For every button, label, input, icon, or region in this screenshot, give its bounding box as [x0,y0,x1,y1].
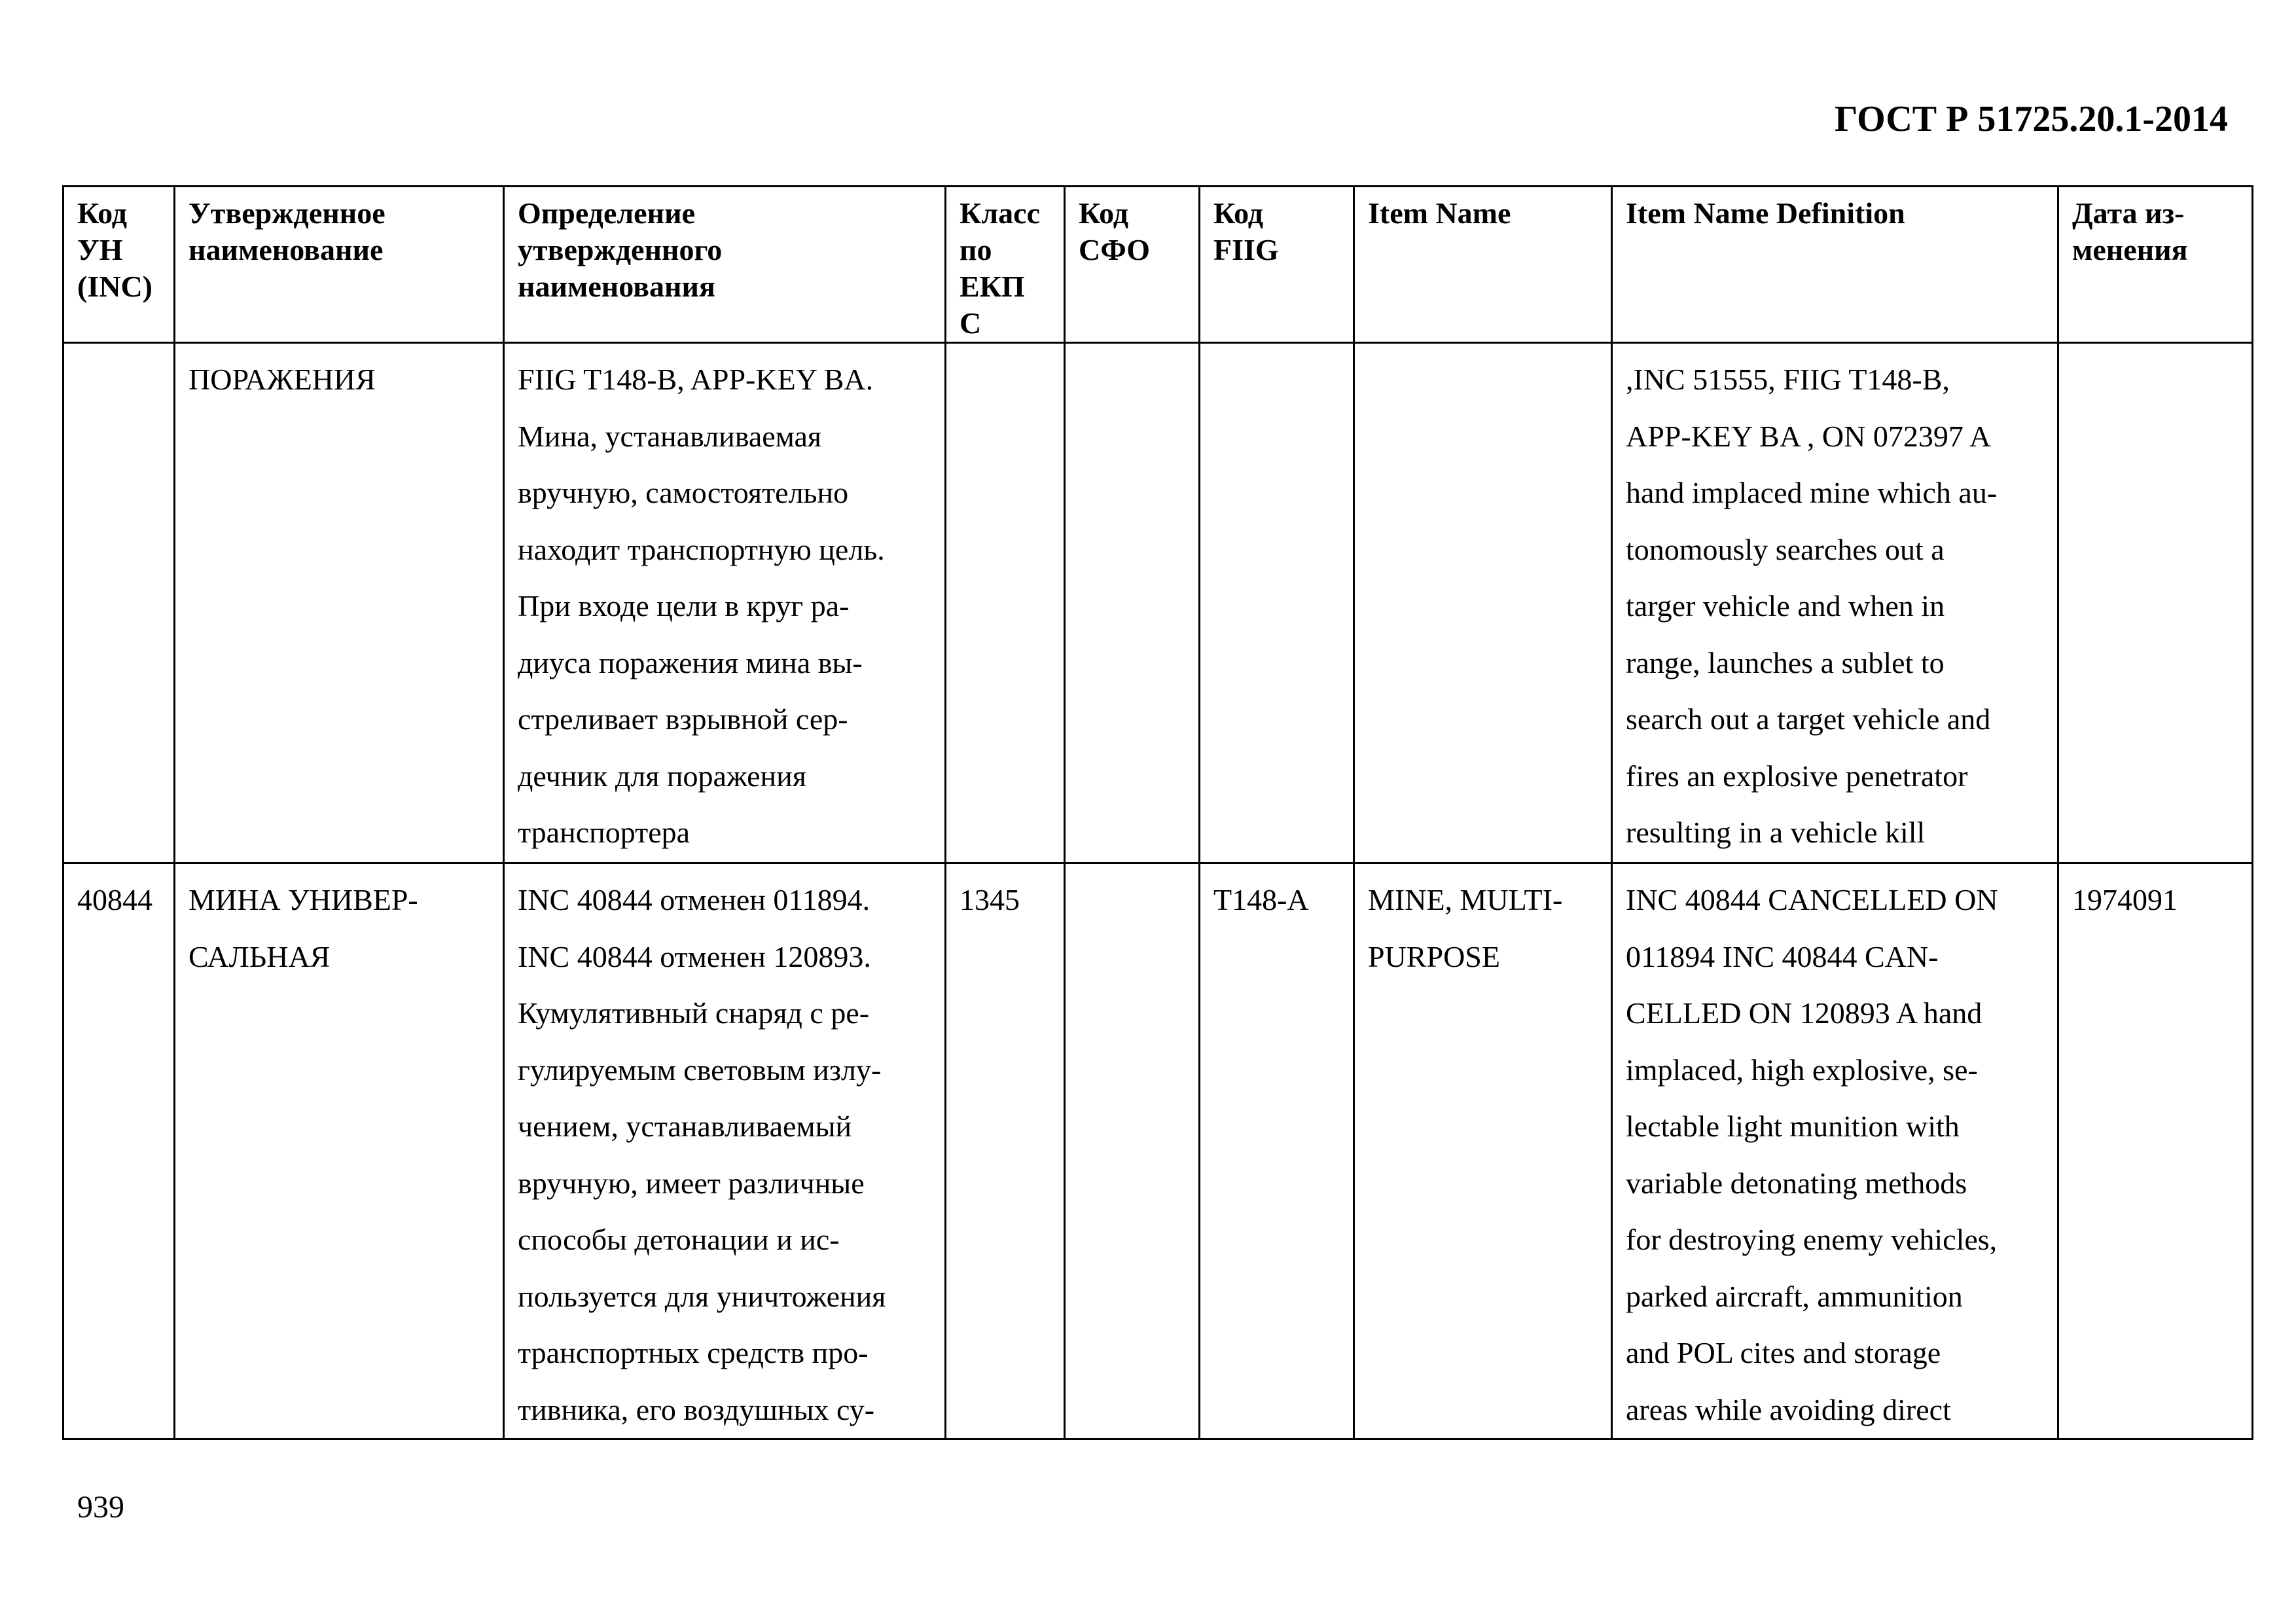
cell-item-name-definition: INC 40844 CANCELLED ON 011894 INC 40844 CAN- CELLED ON 120893 A hand implaced, high explosive, se- lectable light munition with variable detonating methods for destroying enemy vehicles, parked aircraft, ammunition and POL cites and storage areas while avoiding direct [1612,863,2058,1439]
header-approved-name: Утвержденное наименование [175,187,504,343]
cell-item-name [1354,343,1612,863]
header-item-name-definition: Item Name Definition [1612,187,2058,343]
header-fiig: Код FIIG [1200,187,1354,343]
cell-class [946,343,1065,863]
cell-definition: FIIG T148-B, APP-KEY BA. Мина, устанавливаемая вручную, самостоятельно находит транспортную цель. При входе цели в круг ра- диуса поражения мина вы- стреливает взрывной сер- дечник для поражения транспортера [504,343,946,863]
header-class: Класс по ЕКП С [946,187,1065,343]
document-code: ГОСТ Р 51725.20.1-2014 [1834,99,2228,139]
cell-change-date [2058,343,2253,863]
table-row [63,863,2253,1439]
header-change-date: Дата из- менения [2058,187,2253,343]
page-number: 939 [77,1490,124,1525]
header-inc: Код УН (INC) [63,187,175,343]
table-row [63,343,2253,863]
cell-item-name-definition: ,INC 51555, FIIG T148-B, APP-KEY BA , ON 072397 A hand implaced mine which au- tonomously searches out a targer vehicle and when in range, launches a sublet to search out a target vehicle and fires an explosive penetrator resulting in a vehicle kill [1612,343,2058,863]
cell-approved-name: МИНА УНИВЕР- САЛЬНАЯ [175,863,504,1439]
cell-inc: 40844 [63,863,175,1439]
classification-table [62,185,2253,1440]
cell-change-date: 1974091 [2058,863,2253,1439]
cell-sfo [1065,343,1200,863]
header-definition: Определение утвержденного наименования [504,187,946,343]
header-sfo: Код СФО [1065,187,1200,343]
header-row [63,187,2253,343]
cell-item-name: MINE, MULTI- PURPOSE [1354,863,1612,1439]
header-item-name: Item Name [1354,187,1612,343]
cell-fiig: T148-A [1200,863,1354,1439]
cell-definition: INC 40844 отменен 011894. INC 40844 отменен 120893. Кумулятивный снаряд с ре- гулируемым световым излу- чением, устанавливаемый вручную, имеет различные способы детонации и ис- пользуется для уничтожения транспортных средств про- тивника, его воздушных су- [504,863,946,1439]
cell-fiig [1200,343,1354,863]
cell-inc [63,343,175,863]
cell-class: 1345 [946,863,1065,1439]
cell-sfo [1065,863,1200,1439]
cell-approved-name: ПОРАЖЕНИЯ [175,343,504,863]
